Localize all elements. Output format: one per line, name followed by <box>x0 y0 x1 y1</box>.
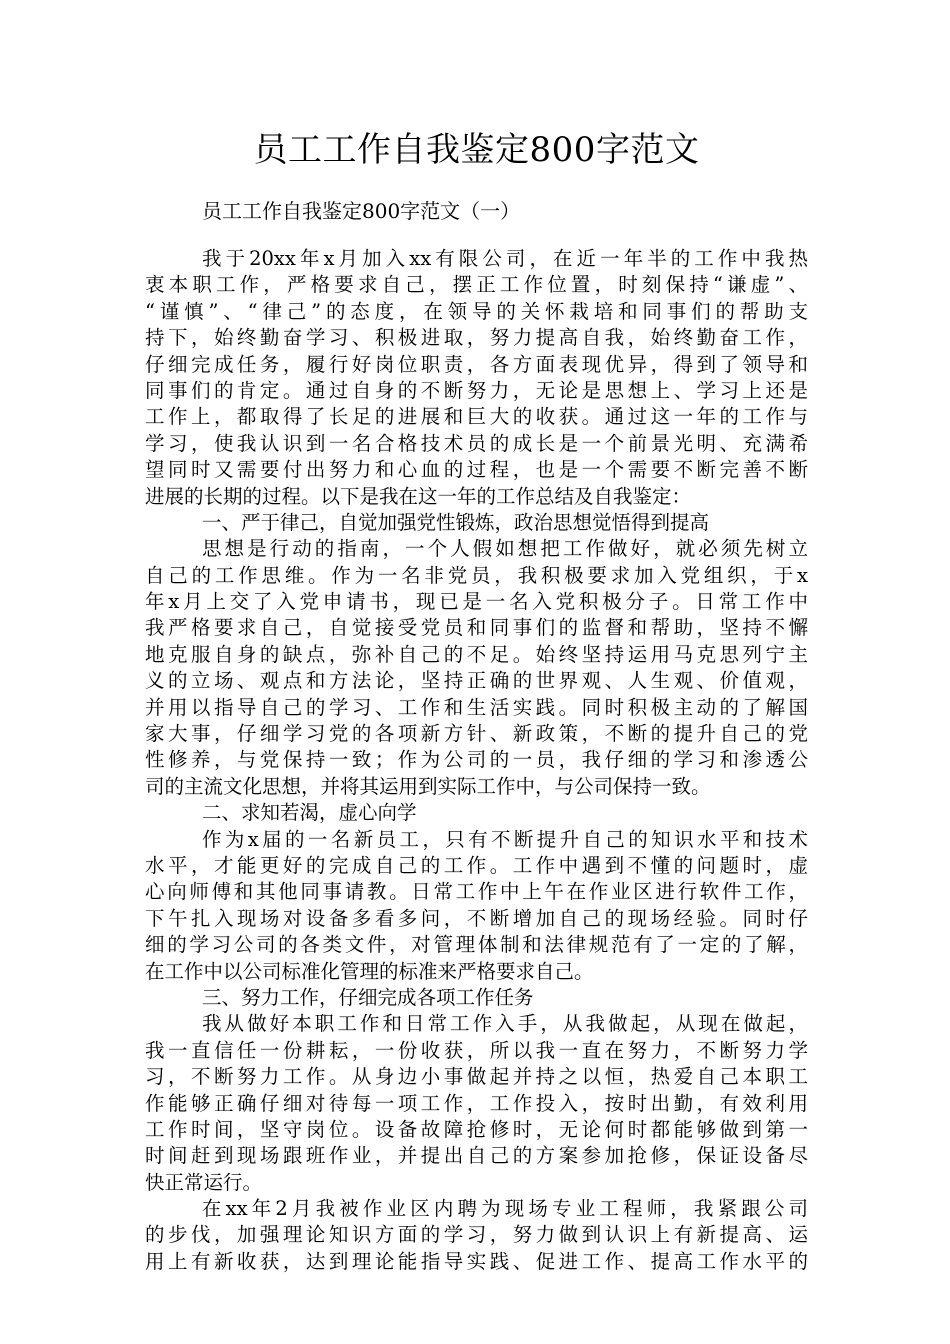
document-title: 员工工作自我鉴定800字范文 <box>253 130 700 170</box>
text-line: 地克服自身的缺点，弥补自己的不足。始终坚持运用马克思列宁主 <box>145 642 808 666</box>
document-body <box>145 246 808 1275</box>
text-line: 工作上，都取得了长足的进展和巨大的收获。通过这一年的工作与 <box>145 405 808 429</box>
text-line: 家大事，仔细学习党的各项新方针、新政策，不断的提升自己的党 <box>145 722 808 746</box>
text-line: “谨慎”、“律己”的态度，在领导的关怀栽培和同事们的帮助支 <box>145 299 808 323</box>
text-line: 并用以指导自己的学习、工作和生活实践。同时积极主动的了解国 <box>145 695 808 719</box>
text-line: 思想是行动的指南，一个人假如想把工作做好，就必须先树立 <box>202 537 808 561</box>
text-line: 二、求知若渴，虚心向学 <box>202 801 417 825</box>
text-line: 作为x届的一名新员工，只有不断提升自己的知识水平和技术 <box>202 827 808 851</box>
text-line: 我严格要求自己，自觉接受党员和同事们的监督和帮助，坚持不懈 <box>145 616 808 640</box>
text-line: 时间赶到现场跟班作业，并提出自己的方案参加抢修，保证设备尽 <box>145 1144 808 1168</box>
text-line: 水平，才能更好的完成自己的工作。工作中遇到不懂的问题时，虚 <box>145 853 808 877</box>
text-line: 用上有新收获，达到理论能指导实践、促进工作、提高工作水平的 <box>145 1249 808 1273</box>
text-line: 三、努力工作，仔细完成各项工作任务 <box>202 985 534 1009</box>
text-line: 的步伐，加强理论知识方面的学习，努力做到认识上有新提高、运 <box>145 1223 808 1247</box>
text-line: 学习，使我认识到一名合格技术员的成长是一个前景光明、充满希 <box>145 431 808 455</box>
text-line: 在工作中以公司标准化管理的标准来严格要求自己。 <box>145 959 594 983</box>
text-line: 习，不断努力工作。从身边小事做起并持之以恒，热爱自己本职工 <box>145 1065 808 1089</box>
text-line: 司的主流文化思想，并将其运用到实际工作中，与公司保持一致。 <box>145 774 711 798</box>
text-line: 在xx年2月我被作业区内聘为现场专业工程师，我紧跟公司 <box>202 1197 808 1221</box>
text-line: 作能够正确仔细对待每一项工作，工作投入，按时出勤，有效利用 <box>145 1091 808 1115</box>
text-line: 义的立场、观点和方法论，坚持正确的世界观、人生观、价值观， <box>145 669 808 693</box>
text-line: 性修养，与党保持一致；作为公司的一员，我仔细的学习和渗透公 <box>145 748 808 772</box>
text-line: 年x月上交了入党申请书，现已是一名入党积极分子。日常工作中 <box>145 590 808 614</box>
text-line: 同事们的肯定。通过自身的不断努力，无论是思想上、学习上还是 <box>145 378 808 402</box>
text-line: 衷本职工作，严格要求自己，摆正工作位置，时刻保持“谦虚”、 <box>145 273 808 297</box>
text-line: 持下，始终勤奋学习、积极进取，努力提高自我，始终勤奋工作， <box>145 326 808 350</box>
text-line: 心向师傅和其他同事请教。日常工作中上午在作业区进行软件工作， <box>145 880 808 904</box>
text-line: 自己的工作思维。作为一名非党员，我积极要求加入党组织，于x <box>145 563 808 587</box>
text-line: 望同时又需要付出努力和心血的过程，也是一个需要不断完善不断 <box>145 458 808 482</box>
text-line: 下午扎入现场对设备多看多问，不断增加自己的现场经验。同时仔 <box>145 906 808 930</box>
document-subtitle: 员工工作自我鉴定800字范文（一） <box>202 199 521 223</box>
text-line: 我一直信任一份耕耘，一份收获，所以我一直在努力，不断努力学 <box>145 1038 808 1062</box>
text-line: 工作时间，坚守岗位。设备故障抢修时，无论何时都能够做到第一 <box>145 1117 808 1141</box>
text-line: 我从做好本职工作和日常工作入手，从我做起，从现在做起， <box>202 1012 808 1036</box>
text-line: 一、严于律己，自觉加强党性锻炼，政治思想觉悟得到提高 <box>202 510 710 534</box>
text-line: 进展的长期的过程。以下是我在这一年的工作总结及自我鉴定： <box>145 484 692 508</box>
text-line: 仔细完成任务，履行好岗位职责，各方面表现优异，得到了领导和 <box>145 352 808 376</box>
text-line: 快正常运行。 <box>145 1170 263 1194</box>
text-line: 细的学习公司的各类文件，对管理体制和法律规范有了一定的了解， <box>145 933 808 957</box>
text-line: 我于20xx年x月加入xx有限公司，在近一年半的工作中我热 <box>202 247 808 270</box>
